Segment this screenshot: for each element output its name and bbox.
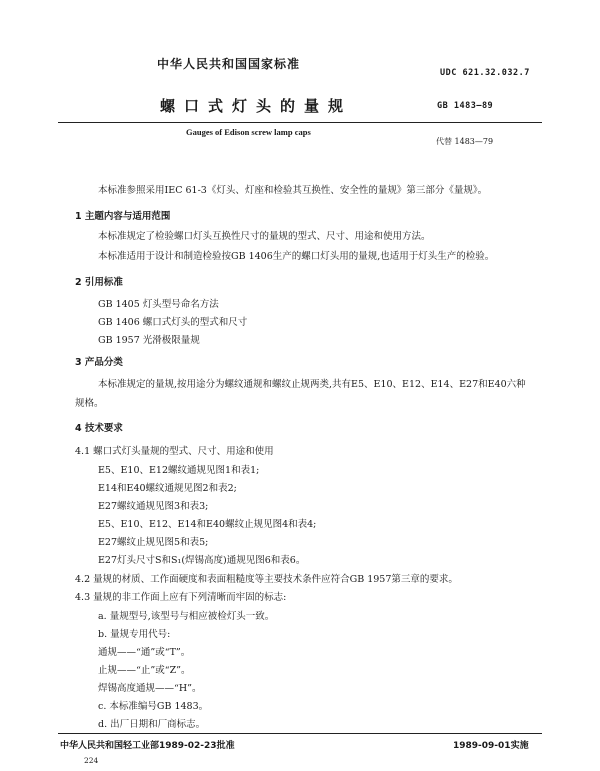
clause-4-1-item: E5、E10、E12、E14和E40螺纹止规见图4和表4;	[98, 519, 317, 530]
footer-rule	[58, 733, 542, 734]
effective-date: 1989-09-01实施	[453, 741, 529, 751]
clause-4-3-item: 止规——“止”或“Z”。	[98, 665, 191, 676]
clause-4-1-item: E14和E40螺纹通规见图2和表2;	[98, 483, 237, 494]
clause-4-1: 4.1 螺口式灯头量规的型式、尺寸、用途和使用	[75, 446, 274, 457]
clause-4-3-item: c. 本标准编号GB 1483。	[98, 701, 209, 712]
clause-4-3: 4.3 量规的非工作面上应有下列清晰而牢固的标志:	[75, 592, 287, 603]
standard-name: 中华人民共和国国家标准	[157, 57, 301, 71]
section-3-paragraph: 本标准规定的量规,按用途分为螺纹通规和螺纹止规两类,共有E5、E10、E12、E14、E27和E40六种	[98, 379, 526, 390]
page-number: 224	[84, 756, 99, 765]
section-1-heading: 1 主题内容与适用范围	[75, 211, 171, 222]
section-1-paragraph-1: 本标准规定了检验螺口灯头互换性尺寸的量规的型式、尺寸、用途和使用方法。	[98, 231, 431, 242]
clause-4-1-item: E5、E10、E12螺纹通规见图1和表1;	[98, 465, 260, 476]
clause-4-3-item: a. 量规型号,该型号与相应被检灯头一致。	[98, 611, 275, 622]
udc-code: UDC 621.32.032.7	[440, 68, 530, 78]
gb-number: GB 1483—89	[437, 101, 494, 111]
reference-item: GB 1405 灯头型号命名方法	[98, 299, 219, 310]
approval-line: 中华人民共和国轻工业部1989-02-23批准	[60, 741, 235, 751]
replaces-note: 代替 1483—79	[436, 137, 494, 146]
clause-4-3-item: 通规——“通”或“T”。	[98, 647, 191, 658]
clause-4-1-item: E27螺纹止规见图5和表5;	[98, 537, 209, 548]
clause-4-3-item: d. 出厂日期和厂商标志。	[98, 719, 206, 730]
clause-4-1-item: E27螺纹通规见图3和表3;	[98, 501, 209, 512]
clause-4-3-item: 焊锡高度通规——“H”。	[98, 683, 202, 694]
section-1-paragraph-2: 本标准适用于设计和制造检验按GB 1406生产的螺口灯头用的量规,也适用于灯头生产的检验。	[98, 251, 495, 262]
section-3-heading: 3 产品分类	[75, 357, 123, 368]
intro-paragraph: 本标准参照采用IEC 61-3《灯头、灯座和检验其互换性、安全性的量规》第三部分《量规》。	[98, 185, 488, 196]
section-2-heading: 2 引用标准	[75, 277, 123, 288]
clause-4-3-item: b. 量规专用代号:	[98, 629, 171, 640]
header-rule	[58, 122, 542, 123]
section-3-paragraph-end: 规格。	[75, 398, 104, 409]
section-4-heading: 4 技术要求	[75, 423, 123, 434]
clause-4-2: 4.2 量规的材质、工作面硬度和表面粗糙度等主要技术条件应符合GB 1957第三章的要求。	[75, 574, 458, 585]
document-title: 螺口式灯头的量规	[160, 97, 353, 115]
reference-item: GB 1957 光滑极限量规	[98, 335, 200, 346]
english-title: Gauges of Edison screw lamp caps	[186, 127, 311, 137]
reference-item: GB 1406 螺口式灯头的型式和尺寸	[98, 317, 248, 328]
clause-4-1-item: E27灯头尺寸S和S₁(焊锡高度)通规见图6和表6。	[98, 555, 306, 566]
